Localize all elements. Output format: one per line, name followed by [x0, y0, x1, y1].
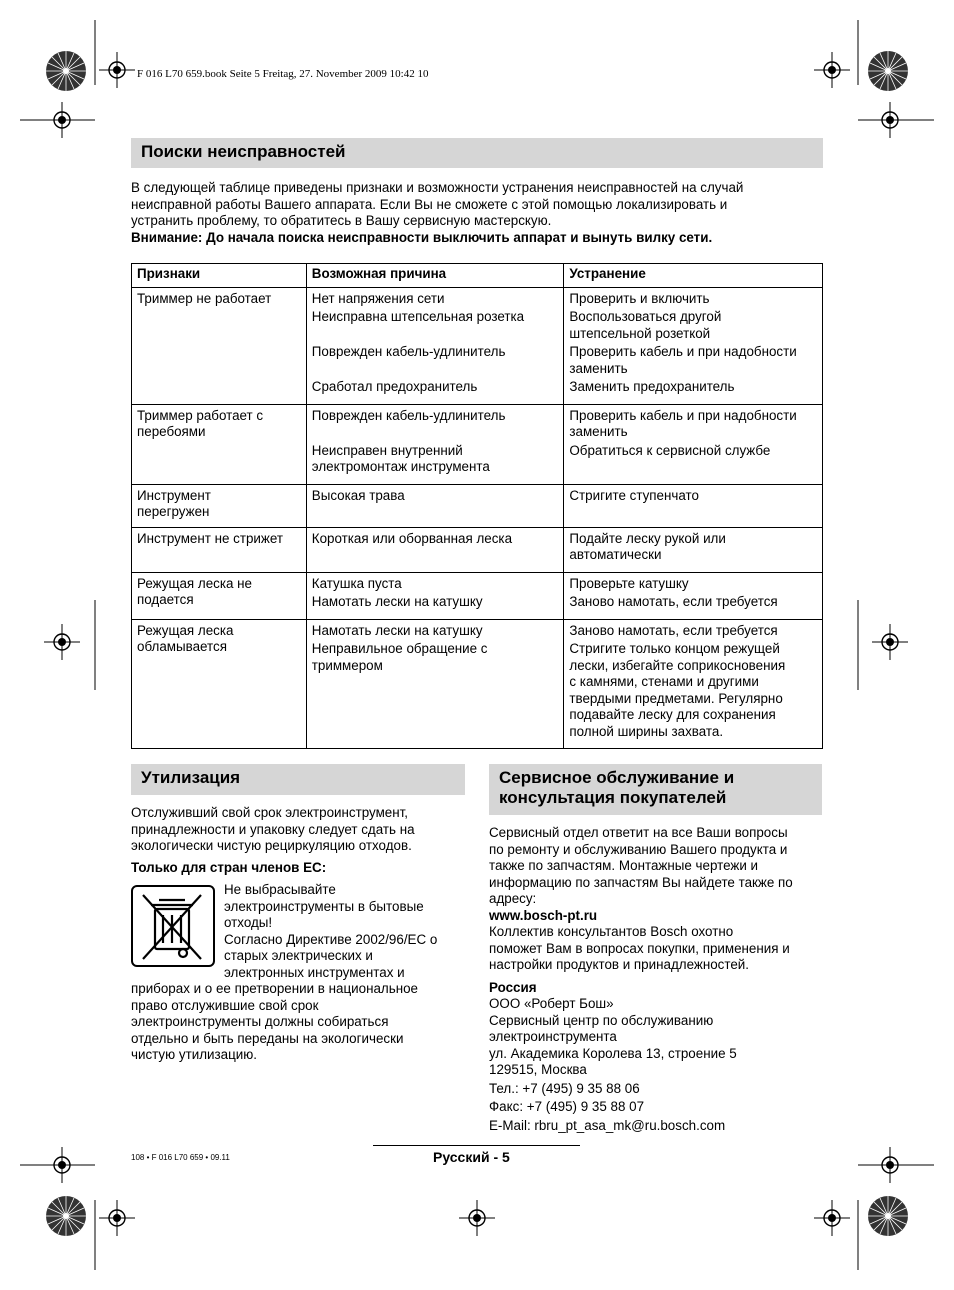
cause-text: Короткая или оборванная леска [311, 530, 513, 546]
cause-text: Поврежден кабель-удлинитель [311, 407, 506, 423]
cause-item [312, 379, 559, 396]
cause-text: Поврежден кабель-удлинитель [311, 344, 506, 359]
star-target-icon [45, 50, 87, 92]
fix-item [569, 443, 817, 476]
fix-text: Проверить и включить [569, 290, 710, 306]
symptom-cell [132, 572, 307, 619]
fix-item [569, 379, 817, 396]
fix-text: лески, избегайте соприкосновения [569, 657, 786, 673]
fix-text: Стригите ступенчато [569, 487, 699, 503]
cause-cell [306, 484, 564, 527]
cause-text: Высокая трава [311, 487, 405, 503]
cause-text: Намотать лески на катушку [311, 594, 483, 609]
registration-mark-icon [457, 1198, 497, 1238]
column-header: Устранение [564, 264, 823, 288]
cause-cell [306, 287, 564, 404]
cause-cell [306, 572, 564, 619]
country-label: Россия [489, 979, 537, 995]
table-header-row [132, 264, 823, 288]
troubleshooting-table [131, 263, 823, 749]
table-row [132, 287, 823, 404]
service-line: адресу: [489, 891, 537, 906]
address-line: 129515, Москва [489, 1062, 587, 1077]
registration-mark-icon [97, 50, 137, 90]
troubleshooting-intro [131, 180, 831, 246]
cause-item [312, 443, 559, 476]
table-row [132, 619, 823, 749]
symptom-text: перебоями [137, 424, 206, 439]
cause-cell [306, 619, 564, 749]
registration-mark-icon [870, 100, 910, 140]
fix-text: заменить [569, 424, 628, 439]
cause-item [312, 641, 559, 740]
warning-line: Внимание: До начала поиска неисправности выключить аппарат и вынуть вилку сети. [131, 229, 713, 245]
cause-cell [306, 404, 564, 484]
fix-text: автоматически [569, 547, 662, 562]
eu-line: отходы! [224, 915, 273, 930]
fix-cell [564, 572, 823, 619]
cause-item [312, 408, 559, 441]
cause-item [312, 488, 559, 505]
registration-mark-icon [42, 622, 82, 662]
eu-line: старых электрических и [224, 948, 373, 963]
symptom-text: Режущая леска [137, 622, 234, 638]
cause-text: Неисправен внутренний [311, 442, 463, 458]
cause-text: электромонтаж инструмента [311, 459, 490, 474]
footer-code: 108 • F 016 L70 659 • 09.11 [131, 1153, 230, 1162]
website-link[interactable]: www.bosch-pt.ru [489, 907, 598, 923]
print-header: F 016 L70 659.book Seite 5 Freitag, 27. November 2009 10:42 10 [137, 68, 429, 80]
cause-item [312, 309, 559, 342]
table-row [132, 484, 823, 527]
cause-text: триммером [311, 657, 383, 673]
fix-item [569, 309, 817, 342]
fix-text: Подайте леску рукой или [569, 530, 726, 546]
fix-item [569, 623, 817, 640]
cause-item [312, 291, 559, 308]
symptom-text: Инструмент [137, 487, 211, 503]
address-line: Сервисный центр по обслуживанию [489, 1012, 714, 1028]
symptom-text: обламывается [137, 639, 227, 654]
fix-item [569, 576, 817, 593]
cause-text: Катушка пуста [311, 575, 402, 591]
fix-item [569, 531, 817, 564]
disposal-line: принадлежности и упаковку следует сдать на [131, 821, 415, 837]
eu-line: приборах и о ее претворении в национальное [131, 981, 418, 996]
disposal-heading: Утилизация [131, 764, 465, 795]
column-header: Возможная причина [306, 264, 564, 288]
eu-text-below [131, 981, 471, 1064]
fix-text: Обратиться к сервисной службе [569, 442, 771, 458]
column-header: Признаки [132, 264, 307, 288]
fix-item [569, 408, 817, 441]
service-line: поможет Вам в вопросах покупки, применения и [489, 940, 790, 956]
table-row [132, 572, 823, 619]
fix-text: Проверить кабель и при надобности [569, 407, 797, 423]
service-heading [489, 764, 822, 815]
symptom-cell [132, 404, 307, 484]
fix-text: Проверьте катушку [569, 575, 689, 591]
intro-line: неисправной работы Вашего аппарата. Если Вы не сможете с этой помощью локализировать и [131, 196, 728, 212]
service-line: по ремонту и обслуживанию Вашего продукта и [489, 841, 788, 857]
symptom-cell [132, 527, 307, 572]
star-target-icon [867, 50, 909, 92]
star-target-icon [867, 1195, 909, 1237]
symptom-text: Инструмент не стрижет [137, 530, 284, 546]
symptom-text: Режущая леска не [137, 575, 252, 591]
cause-item [312, 576, 559, 593]
fix-cell [564, 484, 823, 527]
eu-line: электроинструменты в бытовые [224, 898, 424, 914]
symptom-text: Триммер не работает [137, 290, 272, 306]
eu-line: право отслужившие свой срок [131, 997, 319, 1013]
fix-item [569, 291, 817, 308]
fix-item [569, 488, 817, 505]
troubleshooting-heading: Поиски неисправностей [131, 138, 823, 168]
cause-cell [306, 527, 564, 572]
fix-item [569, 641, 817, 740]
fix-cell [564, 619, 823, 749]
cause-text: Намотать лески на катушку [311, 622, 483, 638]
service-line: Коллектив консультантов Bosch охотно [489, 924, 734, 939]
crossed-out-wheelie-bin-icon [131, 885, 215, 967]
disposal-line: Отслуживший свой срок электроинструмент, [131, 805, 408, 820]
table-row [132, 404, 823, 484]
eu-text-beside [224, 882, 469, 981]
symptom-cell [132, 287, 307, 404]
cause-item [312, 344, 559, 377]
intro-line: В следующей таблице приведены признаки и возможности устранения неисправностей на случай [131, 180, 744, 195]
service-line: настройки продуктов и принадлежностей. [489, 957, 750, 972]
symptom-text: подается [137, 592, 194, 607]
email[interactable]: E-Mail: rbru_pt_asa_mk@ru.bosch.com [489, 1117, 726, 1133]
footer-rule [373, 1145, 580, 1146]
disposal-line: экологически чистую рециркуляцию отходов. [131, 838, 412, 853]
fix-cell [564, 404, 823, 484]
table-row [132, 527, 823, 572]
fax: Факс: +7 (495) 9 35 88 07 [489, 1099, 645, 1114]
fix-item [569, 344, 817, 377]
eu-line: отдельно и быть переданы на экологически [131, 1030, 404, 1046]
intro-line: устранить проблему, то обратитесь в Вашу сервисную мастерскую. [131, 213, 552, 228]
eu-line: чистую утилизацию. [131, 1047, 257, 1062]
fix-text: Воспользоваться другой [569, 309, 722, 324]
fix-text: полной ширины захвата. [569, 723, 724, 739]
cause-text: Неправильное обращение с [311, 641, 488, 656]
service-heading-line: Сервисное обслуживание и [499, 768, 735, 787]
phone: Тел.: +7 (495) 9 35 88 06 [489, 1080, 640, 1096]
page-label: Русский - 5 [433, 1149, 510, 1165]
registration-mark-icon [870, 622, 910, 662]
eu-line: Не выбрасывайте [224, 882, 336, 897]
fix-cell [564, 527, 823, 572]
symptom-text: Триммер работает с [137, 407, 264, 423]
fix-text: подавайте леску для сохранения [569, 707, 776, 722]
fix-text: с камнями, стенами и другими [569, 674, 759, 689]
disposal-intro [131, 805, 471, 855]
fix-item [569, 594, 817, 611]
service-heading-line: консультация покупателей [499, 788, 727, 807]
fix-text: твердыми предметами. Регулярно [569, 690, 783, 706]
service-line: информацию по запчастям Вы найдете также по [489, 874, 793, 890]
address-line: электроинструмента [489, 1029, 617, 1044]
address-line: ООО «Роберт Бош» [489, 996, 614, 1011]
fix-text: Заново намотать, если требуется [569, 594, 778, 609]
cause-text: Неисправна штепсельная розетка [311, 309, 525, 324]
service-body [489, 825, 829, 1134]
service-line: Сервисный отдел ответит на все Ваши вопросы [489, 825, 788, 840]
cause-item [312, 531, 559, 564]
fix-text: Заменить предохранитель [569, 379, 735, 394]
registration-mark-icon [870, 1145, 910, 1185]
fix-cell [564, 287, 823, 404]
registration-mark-icon [97, 1198, 137, 1238]
fix-text: Стригите только концом режущей [569, 641, 780, 656]
eu-heading: Только для стран членов ЕС: [131, 860, 327, 875]
registration-mark-icon [812, 1198, 852, 1238]
cause-text: Нет напряжения сети [311, 290, 445, 306]
service-line: также по запчастям. Монтажные чертежи и [489, 858, 759, 873]
cause-item [312, 623, 559, 640]
fix-text: заменить [569, 360, 628, 376]
cause-item [312, 594, 559, 611]
cause-text: Сработал предохранитель [311, 379, 478, 394]
fix-text: штепсельной розеткой [569, 325, 711, 341]
symptom-cell [132, 619, 307, 749]
star-target-icon [45, 1195, 87, 1237]
symptom-text: перегружен [137, 504, 210, 519]
eu-line: электронных инструментах и [224, 964, 405, 980]
registration-mark-icon [812, 50, 852, 90]
eu-line: Согласно Директиве 2002/96/ЕС о [224, 931, 438, 947]
eu-line: электроинструменты должны собираться [131, 1014, 389, 1029]
fix-text: Проверить кабель и при надобности [569, 344, 797, 359]
registration-mark-icon [42, 100, 82, 140]
symptom-cell [132, 484, 307, 527]
registration-mark-icon [42, 1145, 82, 1185]
address-line: ул. Академика Королева 13, строение 5 [489, 1045, 737, 1061]
fix-text: Заново намотать, если требуется [569, 622, 778, 638]
